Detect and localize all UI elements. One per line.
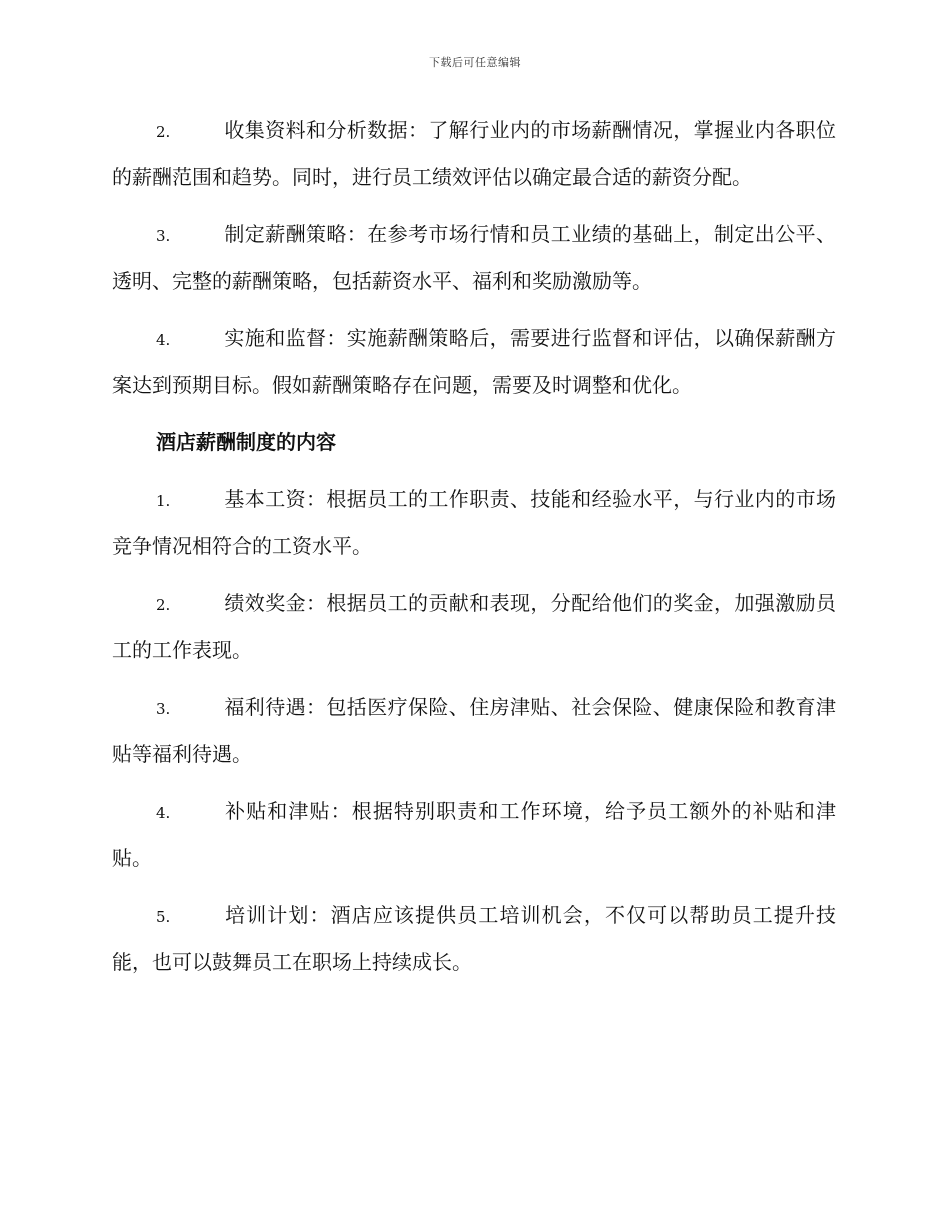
list-item: [112, 685, 836, 777]
list-number: 4.: [156, 804, 171, 822]
list-text: 绩效奖金：根据员工的贡献和表现，分配给他们的奖金，加强激励员工的工作表现。: [112, 591, 836, 662]
list-text: 实施和监督：实施薪酬策略后，需要进行监督和评估，以确保薪酬方案达到预期目标。假如薪酬策略存在问题，需要及时调整和优化。: [112, 326, 836, 397]
section-title: 酒店薪酬制度的内容: [156, 430, 336, 454]
list-number: 4.: [156, 331, 171, 349]
list-item: [112, 212, 836, 304]
header-note: 下载后可任意编辑: [429, 56, 521, 69]
list-text: 补贴和津贴：根据特别职责和工作环境，给予员工额外的补贴和津贴。: [112, 799, 836, 870]
list-number: 2.: [156, 596, 171, 614]
document-body: [112, 108, 836, 997]
list-item: [112, 477, 836, 569]
list-item: [112, 893, 836, 985]
list-item: [112, 789, 836, 881]
list-text: 福利待遇：包括医疗保险、住房津贴、社会保险、健康保险和教育津贴等福利待遇。: [112, 695, 836, 766]
list-item: [112, 581, 836, 673]
list-number: 3.: [156, 700, 171, 718]
list-item: [112, 316, 836, 408]
list-text: 制定薪酬策略：在参考市场行情和员工业绩的基础上，制定出公平、透明、完整的薪酬策略，包括薪资水平、福利和奖励激励等。: [112, 222, 836, 293]
list-text: 培训计划：酒店应该提供员工培训机会，不仅可以帮助员工提升技能，也可以鼓舞员工在职场上持续成长。: [112, 903, 836, 974]
list-number: 2.: [156, 123, 171, 141]
list-number: 3.: [156, 227, 171, 245]
list-item: [112, 108, 836, 200]
list-text: 收集资料和分析数据：了解行业内的市场薪酬情况，掌握业内各职位的薪酬范围和趋势。同时，进行员工绩效评估以确定最合适的薪资分配。: [112, 118, 836, 189]
list-text: 基本工资：根据员工的工作职责、技能和经验水平，与行业内的市场竞争情况相符合的工资水平。: [112, 487, 836, 558]
list-number: 5.: [156, 908, 171, 926]
list-number: 1.: [156, 492, 171, 510]
